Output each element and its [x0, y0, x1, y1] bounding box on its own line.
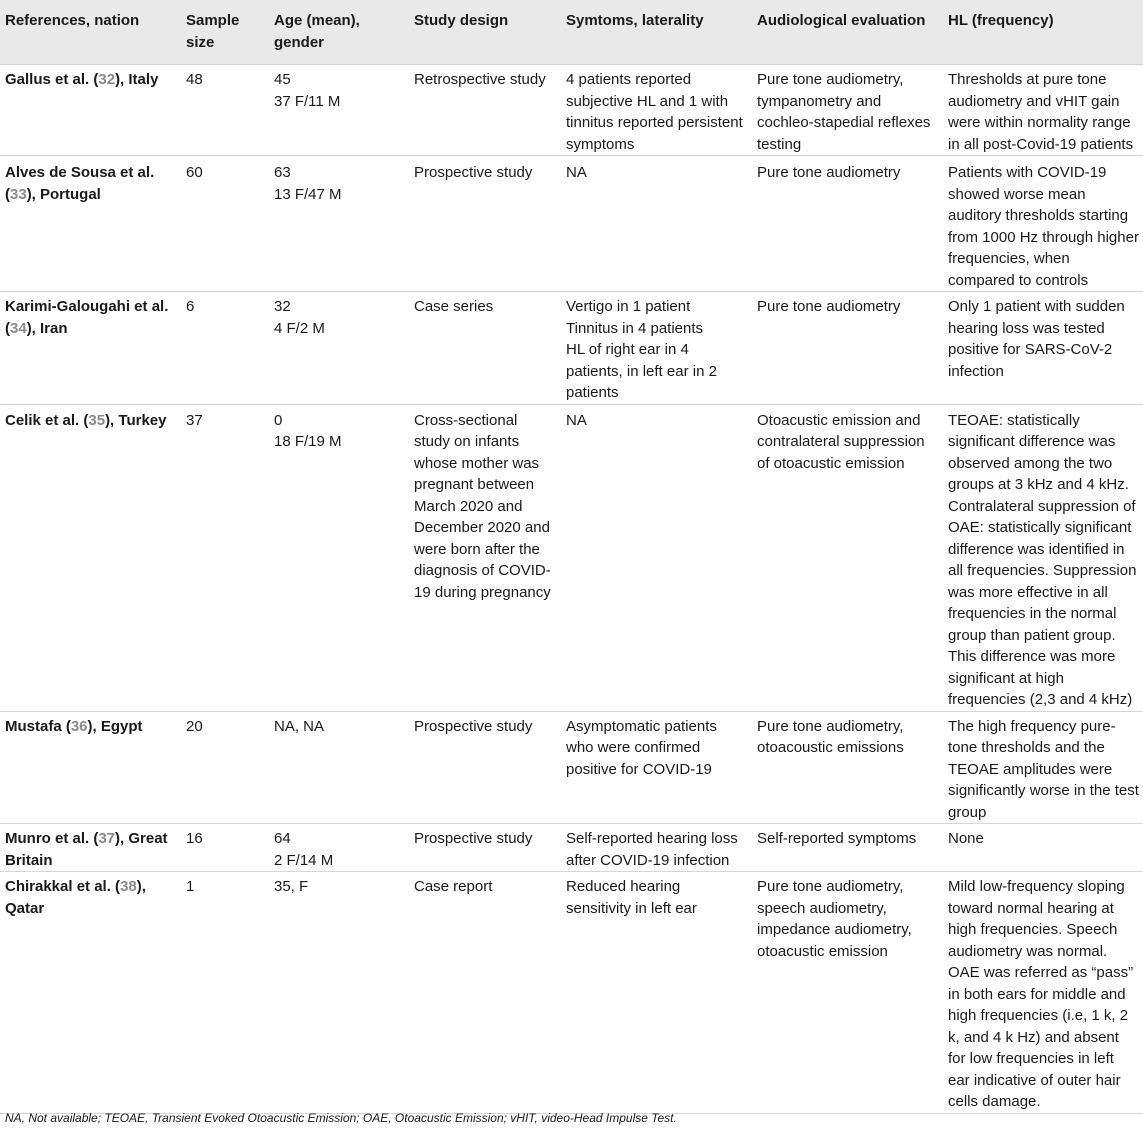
header-symptoms: Symtoms, laterality — [561, 0, 752, 65]
header-hl-frequency: HL (frequency) — [943, 0, 1143, 65]
cell-audiological-evaluation: Pure tone audiometry — [752, 156, 943, 292]
cell-audiological-evaluation: Pure tone audiometry, speech audiometry, impedance audiometry, otoacustic emission — [752, 872, 943, 1114]
cell-study-design: Cross-sectional study on infants whose mother was pregnant between March 2020 and December 2020 and were born after the diagnosis of COVID-19 during pregnancy — [409, 404, 561, 711]
cell-age-gender: 32 4 F/2 M — [269, 292, 409, 405]
cell-hl-frequency: None — [943, 824, 1143, 872]
cell-symptoms: Asymptomatic patients who were confirmed positive for COVID-19 — [561, 711, 752, 824]
cell-study-design: Prospective study — [409, 711, 561, 824]
reference-nation: ), Egypt — [87, 717, 143, 735]
cell-audiological-evaluation: Pure tone audiometry, tympanometry and cochleo-stapedial reflexes testing — [752, 65, 943, 156]
citation-link[interactable]: 32 — [98, 71, 116, 88]
cell-study-design: Prospective study — [409, 824, 561, 872]
table-footnote: NA, Not available; TEOAE, Transient Evoked Otoacustic Emission; OAE, Otoacustic Emission; vHIT, video-Head Impulse Test. — [5, 1111, 677, 1125]
header-sample-size: Sample size — [181, 0, 269, 65]
cell-reference — [0, 65, 181, 156]
cell-sample-size: 16 — [181, 824, 269, 872]
cell-age-gender: 64 2 F/14 M — [269, 824, 409, 872]
cell-audiological-evaluation: Pure tone audiometry, otoacoustic emissions — [752, 711, 943, 824]
cell-hl-frequency: Patients with COVID-19 showed worse mean auditory thresholds starting from 1000 Hz through higher frequencies, when compared to controls — [943, 156, 1143, 292]
cell-age-gender: NA, NA — [269, 711, 409, 824]
cell-audiological-evaluation: Self-reported symptoms — [752, 824, 943, 872]
cell-audiological-evaluation: Pure tone audiometry — [752, 292, 943, 405]
cell-symptoms: 4 patients reported subjective HL and 1 with tinnitus reported persistent symptoms — [561, 65, 752, 156]
cell-hl-frequency: Thresholds at pure tone audiometry and vHIT gain were within normality range in all post-Covid-19 patients — [943, 65, 1143, 156]
cell-audiological-evaluation: Otoacustic emission and contralateral suppression of otoacustic emission — [752, 404, 943, 711]
header-study-design: Study design — [409, 0, 561, 65]
cell-symptoms: Reduced hearing sensitivity in left ear — [561, 872, 752, 1114]
table-row — [0, 404, 1143, 711]
reference-author: Karimi-Galougahi et al. ( — [5, 298, 169, 337]
cell-symptoms: Self-reported hearing loss after COVID-19 infection — [561, 824, 752, 872]
table-row — [0, 65, 1143, 156]
reference-nation: ), Great Britain — [5, 830, 168, 869]
cell-sample-size: 20 — [181, 711, 269, 824]
cell-reference — [0, 156, 181, 292]
cell-sample-size: 60 — [181, 156, 269, 292]
cell-symptoms: NA — [561, 404, 752, 711]
reference-nation: ), Portugal — [26, 185, 101, 203]
table-row — [0, 711, 1143, 824]
cell-age-gender: 45 37 F/11 M — [269, 65, 409, 156]
citation-link[interactable]: 34 — [10, 319, 27, 337]
citation-link[interactable]: 35 — [88, 411, 106, 429]
reference-nation: ), Iran — [26, 319, 68, 337]
cell-hl-frequency: The high frequency pure-tone thresholds and the TEOAE amplitudes were significantly worse in the test group — [943, 711, 1143, 824]
cell-reference — [0, 824, 181, 872]
cell-study-design: Retrospective study — [409, 65, 561, 156]
citation-link[interactable]: 38 — [120, 878, 137, 895]
cell-study-design: Case series — [409, 292, 561, 405]
reference-author: Chirakkal et al. ( — [5, 878, 121, 895]
cell-hl-frequency: Only 1 patient with sudden hearing loss was tested positive for SARS-CoV-2 infection — [943, 292, 1143, 405]
reference-nation: ), Turkey — [105, 411, 167, 429]
citation-link[interactable]: 37 — [98, 830, 116, 847]
reference-nation: ), Qatar — [5, 878, 146, 917]
table-body — [0, 65, 1143, 1114]
cell-reference — [0, 404, 181, 711]
citation-link[interactable]: 36 — [70, 717, 88, 735]
reference-author: Gallus et al. ( — [5, 71, 99, 88]
cell-symptoms: NA — [561, 156, 752, 292]
cell-age-gender: 0 18 F/19 M — [269, 404, 409, 711]
cell-study-design: Prospective study — [409, 156, 561, 292]
reference-author: Celik et al. ( — [5, 411, 89, 429]
table-header-row — [0, 0, 1143, 65]
cell-sample-size: 48 — [181, 65, 269, 156]
cell-hl-frequency: TEOAE: statistically significant difference was observed among the two groups at 3 kHz and 4 kHz. Contralateral suppression of OAE: statistically significant difference was identified in all frequencies. Suppression was more effective in all frequencies in the normal group than patient group. This difference was more significant at high frequencies (2,3 and 4 kHz) — [943, 404, 1143, 711]
header-age-gender: Age (mean), gender — [269, 0, 409, 65]
cell-age-gender: 63 13 F/47 M — [269, 156, 409, 292]
header-references: References, nation — [0, 0, 181, 65]
header-audiological-evaluation: Audiological evaluation — [752, 0, 943, 65]
reference-author: Mustafa ( — [5, 717, 71, 735]
cell-hl-frequency: Mild low-frequency sloping toward normal hearing at high frequencies. Speech audiometry was normal. OAE was referred as “pass” in both ears for middle and high frequencies (i.e, 1 k, 2 k, and 4 k Hz) and absent for low frequencies in left ear indicative of outer hair cells damage. — [943, 872, 1143, 1114]
table-row — [0, 156, 1143, 292]
table-row — [0, 872, 1143, 1114]
reference-nation: ), Italy — [115, 71, 159, 88]
cell-symptoms: Vertigo in 1 patient Tinnitus in 4 patients HL of right ear in 4 patients, in left ear in 2 patients — [561, 292, 752, 405]
table-row — [0, 292, 1143, 405]
cell-reference — [0, 711, 181, 824]
cell-age-gender: 35, F — [269, 872, 409, 1114]
reference-author: Alves de Sousa et al. ( — [5, 164, 155, 203]
cell-sample-size: 6 — [181, 292, 269, 405]
reference-author: Munro et al. ( — [5, 830, 99, 847]
cell-sample-size: 1 — [181, 872, 269, 1114]
cell-study-design: Case report — [409, 872, 561, 1114]
cell-reference — [0, 292, 181, 405]
cell-reference — [0, 872, 181, 1114]
cell-sample-size: 37 — [181, 404, 269, 711]
table-row — [0, 824, 1143, 872]
citation-link[interactable]: 33 — [10, 185, 27, 203]
